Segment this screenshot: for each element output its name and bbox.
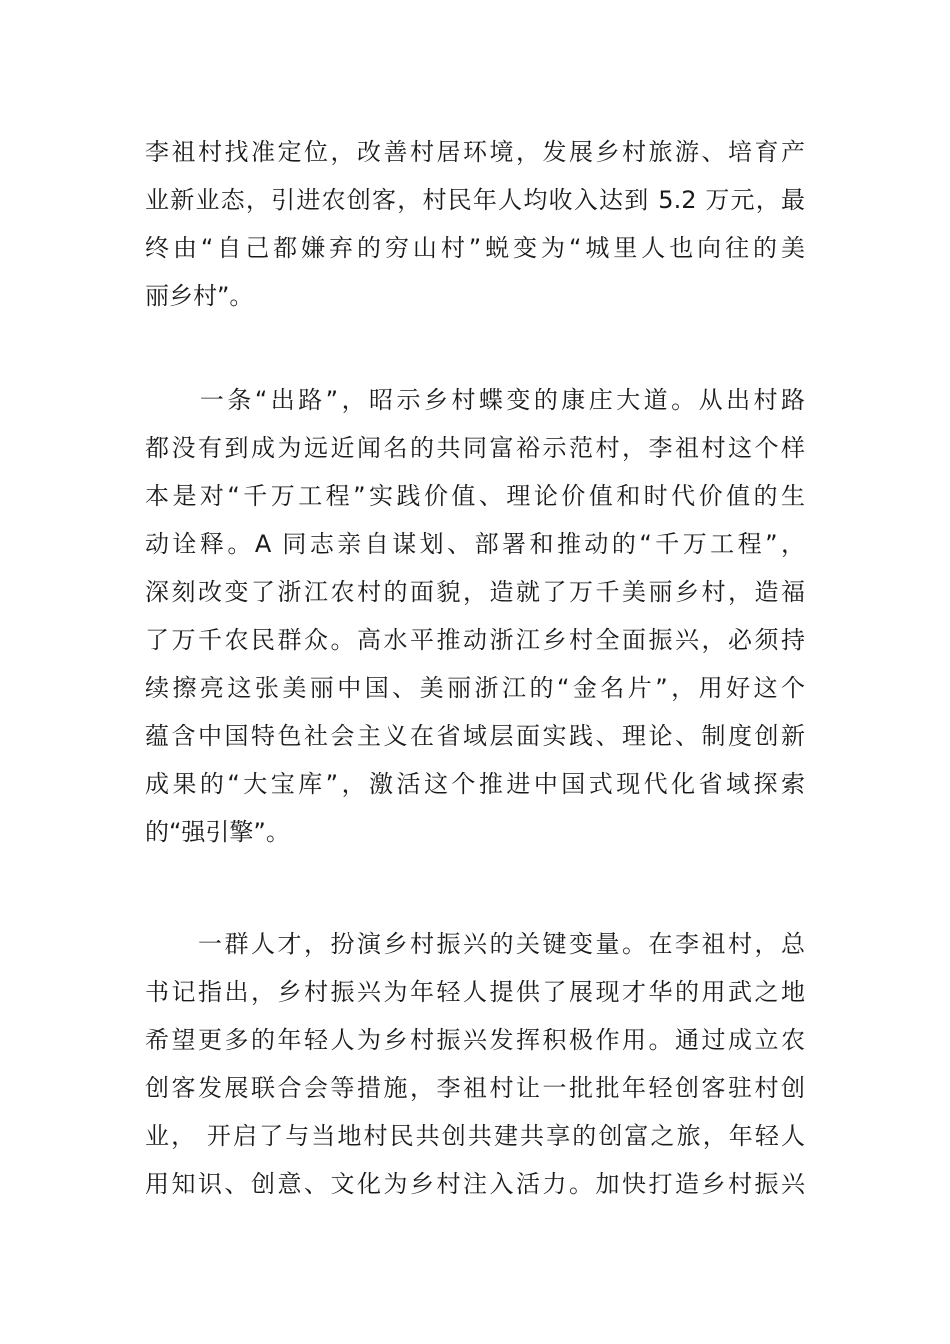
paragraph-1-line-4: 丽乡村”。 <box>145 282 254 310</box>
paragraph-2-line-2: 都没有到成为远近闻名的共同富裕示范村，李祖村这个样 <box>145 434 805 462</box>
paragraph-2-line-5: 深刻改变了浙江农村的面貌，造就了万千美丽乡村，造福 <box>145 578 805 606</box>
paragraph-2-line-1: 一条“出路”，昭示乡村蝶变的康庄大道。从出村路 <box>145 386 805 414</box>
paragraph-2-line-9: 成果的“大宝库”，激活这个推进中国式现代化省域探索 <box>145 770 805 798</box>
paragraph-3-line-5: 业， 开启了与当地村民共创共建共享的创富之旅，年轻人 <box>145 1122 805 1150</box>
paragraph-2-line-6: 了万千农民群众。高水平推动浙江乡村全面振兴，必须持 <box>145 626 805 654</box>
paragraph-3-line-6: 用知识、创意、文化为乡村注入活力。加快打造乡村振兴 <box>145 1170 805 1198</box>
paragraph-1-line-2: 业新业态，引进农创客，村民年人均收入达到 5.2 万元，最 <box>145 186 805 214</box>
paragraph-1-line-3: 终由“自己都嫌弃的穷山村”蜕变为“城里人也向往的美 <box>145 234 805 262</box>
paragraph-2-line-3: 本是对“千万工程”实践价值、理论价值和时代价值的生 <box>145 482 805 510</box>
paragraph-2-line-4: 动诠释。A 同志亲自谋划、部署和推动的“千万工程”， <box>145 530 805 558</box>
paragraph-3-line-3: 希望更多的年轻人为乡村振兴发挥积极作用。通过成立农 <box>145 1026 805 1054</box>
paragraph-3-line-4: 创客发展联合会等措施，李祖村让一批批年轻创客驻村创 <box>145 1074 805 1102</box>
paragraph-3-line-1: 一群人才，扮演乡村振兴的关键变量。在李祖村，总 <box>145 930 805 958</box>
paragraph-1-line-1: 李祖村找准定位，改善村居环境，发展乡村旅游、培育产 <box>145 138 805 166</box>
paragraph-2-line-7: 续擦亮这张美丽中国、美丽浙江的“金名片”，用好这个 <box>145 674 805 702</box>
paragraph-2-line-8: 蕴含中国特色社会主义在省域层面实践、理论、制度创新 <box>145 722 805 750</box>
paragraph-2-line-10: 的“强引擎”。 <box>145 818 290 846</box>
paragraph-3-line-2: 书记指出，乡村振兴为年轻人提供了展现才华的用武之地 <box>145 978 805 1006</box>
